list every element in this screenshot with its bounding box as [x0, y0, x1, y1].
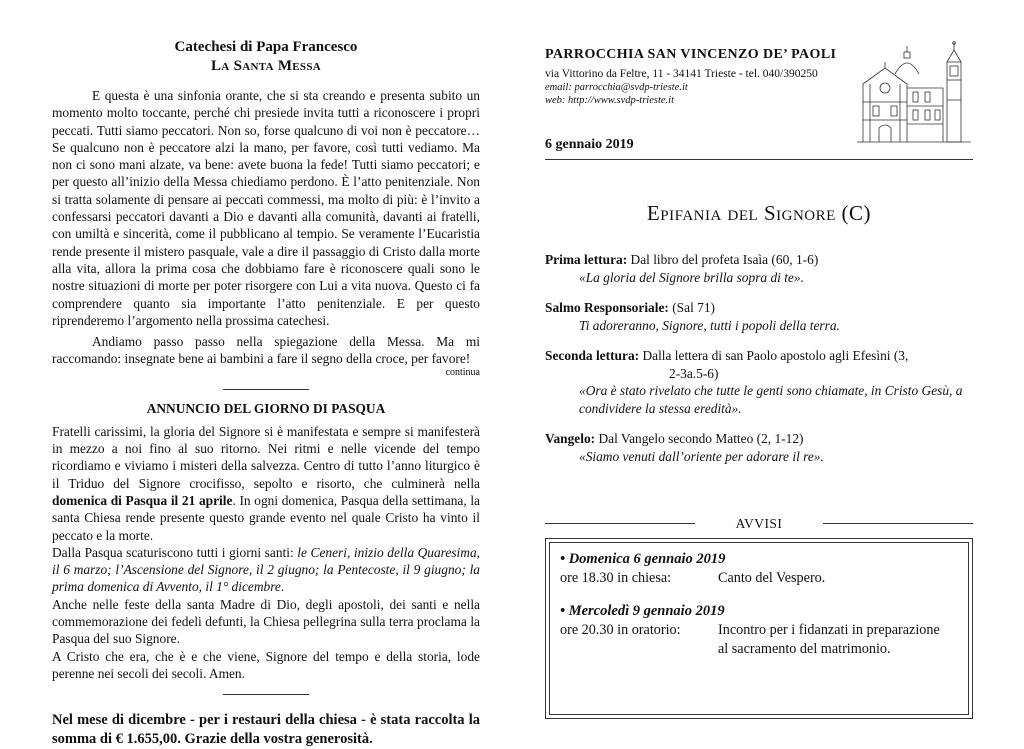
event-row	[560, 621, 958, 640]
event-item	[560, 602, 958, 659]
event-item	[560, 550, 958, 588]
reading-label: Vangelo:	[545, 431, 596, 446]
annuncio-paragraph-4: A Cristo che era, che è e che viene, Signore del tempo e della storia, lode perenne nei secoli dei secoli. Amen.	[52, 648, 480, 681]
reading-quote: «La gloria del Signore brilla sopra di te».	[579, 269, 804, 285]
annuncio-text-2: . In ogni domenica, Pasqua della settimana, la santa Chiesa rende presente questo grande evento nel quale Cristo ha vinto il peccato e la morte.	[52, 492, 480, 543]
church-illustration	[855, 40, 973, 144]
header-divider	[545, 159, 973, 160]
reading-quote: Ti adoreranno, Signore, tutti i popoli della terra.	[579, 317, 840, 333]
event-row	[560, 640, 958, 659]
event-time: ore 18.30 in chiesa:	[560, 570, 672, 586]
divider	[823, 523, 973, 524]
event-title: • Domenica 6 gennaio 2019	[560, 551, 726, 567]
annuncio-title: ANNUNCIO DEL GIORNO DI PASQUA	[146, 400, 386, 416]
avvisi-box-inner	[549, 542, 969, 715]
annuncio-paragraph-3: Anche nelle feste della santa Madre di Dio, degli apostoli, dei santi e nella commemorazione dei fedeli defunti, la Chiesa pellegrina sulla terra proclama la Pasqua del suo Signore.	[52, 596, 480, 647]
reading-source: Dalla lettera di san Paolo apostolo agli Efesìni (3,	[639, 348, 909, 363]
parish-website[interactable]: web: http://www.svdp-trieste.it	[545, 95, 675, 106]
reading-label: Prima lettura:	[545, 252, 628, 267]
parish-address: via Vittorino da Feltre, 11 - 34141 Trieste - tel. 040/390250	[545, 68, 818, 80]
easter-date: domenica di Pasqua il 21 aprile	[52, 492, 233, 508]
reading-quote: «Ora è stato rivelato che tutte le genti sono chiamate, in Cristo Gesù, a condividere la stessa eredità».	[579, 383, 963, 416]
holy-days-list: le Ceneri, inizio della Quaresima, il 6 marzo; l’Ascensione del Signore, il 2 giugno; la Pentecoste, il 9 giugno; la prima domenica di Avvento, il 1° dicembre	[52, 544, 480, 595]
event-time: ore 20.30 in oratorio:	[560, 622, 681, 638]
avvisi-label: AVVISI	[735, 516, 783, 531]
right-column	[545, 46, 973, 657]
reading-source: Dal libro del profeta Isaìa (60, 1-6)	[627, 252, 819, 267]
continua-label: continua	[445, 366, 480, 378]
event-time	[560, 640, 718, 659]
event-title: • Mercoledì 9 gennaio 2019	[560, 603, 725, 619]
left-column	[52, 38, 480, 749]
annuncio-text-1: Fratelli carissimi, la gloria del Signore si è manifestata e sempre si manifesterà in mezzo a noi fino al suo ritorno. Nei ritmi e nelle vicende del tempo ricordiamo e viviamo i misteri della salvezza. Centro di tutto l’anno liturgico è il Triduo del Signore crocifisso, sepolto e risorto, che culminerà nella	[52, 423, 480, 491]
reading-gospel	[545, 430, 973, 465]
divider	[223, 694, 309, 695]
reading-label: Seconda lettura:	[545, 348, 640, 363]
avvisi-box	[545, 538, 973, 719]
catechesi-title: Catechesi di Papa Francesco	[174, 39, 358, 55]
donation-note: Nel mese di dicembre - per i restauri della chiesa - è stata raccolta la somma di € 1.655,00. Grazie della vostra generosità.	[52, 712, 480, 748]
annuncio-paragraph-1	[52, 423, 480, 544]
divider	[223, 389, 309, 390]
reading-source-continued: 2-3a.5-6)	[669, 365, 719, 381]
avvisi-heading	[545, 516, 973, 530]
catechesi-paragraph-2: Andiamo passo passo nella spiegazione della Messa. Ma mi raccomando: insegnate bene ai bambini a fare il segno della croce, per favore!	[52, 334, 480, 367]
annuncio-text-3: Dalla Pasqua scaturiscono tutti i giorni santi:	[52, 544, 298, 560]
feast-title: Epifania del Signore (C)	[646, 201, 872, 225]
reading-label: Salmo Responsoriale:	[545, 300, 669, 315]
catechesi-subtitle: La Santa Messa	[210, 58, 322, 74]
reading-quote: «Siamo venuti dall’oriente per adorare il re».	[579, 448, 824, 464]
bulletin-date: 6 gennaio 2019	[545, 137, 634, 152]
event-row	[560, 569, 958, 588]
annuncio-paragraph-2	[52, 544, 480, 596]
event-description: al sacramento del matrimonio.	[718, 641, 891, 657]
reading-source: Dal Vangelo secondo Matteo (2, 1-12)	[595, 431, 804, 446]
annuncio-text-4: .	[280, 579, 285, 595]
reading-second	[545, 347, 973, 417]
reading-psalm	[545, 299, 973, 334]
event-description: Canto del Vespero.	[718, 570, 826, 586]
parish-name: PARROCCHIA SAN VINCENZO DE’ PAOLI	[545, 47, 837, 62]
parish-email[interactable]: email: parrocchia@svdp-trieste.it	[545, 82, 688, 93]
reading-source: (Sal 71)	[668, 300, 715, 315]
readings-list	[545, 251, 973, 478]
reading-first	[545, 251, 973, 286]
event-description: Incontro per i fidanzati in preparazione	[718, 622, 940, 638]
catechesi-paragraph-1: E questa è una sinfonia orante, che si sta creando e presenta subito un momento molto toccante, perché chi presiede invita tutti a riconoscere i propri peccati. Tutti siamo peccatori. Non so, forse qualcuno di voi non è peccatore… Se qualcuno non è peccatore alzi la mano, per favore, così tutti vediamo. Ma non ci sono mani alzate, va bene: avete buona la fede! Tutti siamo peccatori; e per questo all’inizio della Messa chiediamo perdono. È l’atto penitenziale. Non si tratta solamente di pensare ai peccati commessi, ma molto di più: è l’invito a confessarsi peccatori davanti a Dio e davanti alla comunità, davanti ai fratelli, con umiltà e sincerità, come il pubblicano al tempio. Se veramente l’Eucaristia rende presente il mistero pasquale, vale a dire il passaggio di Cristo dalla morte alla vita, allora la prima cosa che dobbiamo fare è riconoscere quali sono le nostre situazioni di morte per poter risorgere con Lui a vita nuova. Questo ci fa comprendere quanto sia importante l’atto penitenziale. E per questo riprenderemo l’argomento nella prossima catechesi.	[52, 88, 480, 328]
